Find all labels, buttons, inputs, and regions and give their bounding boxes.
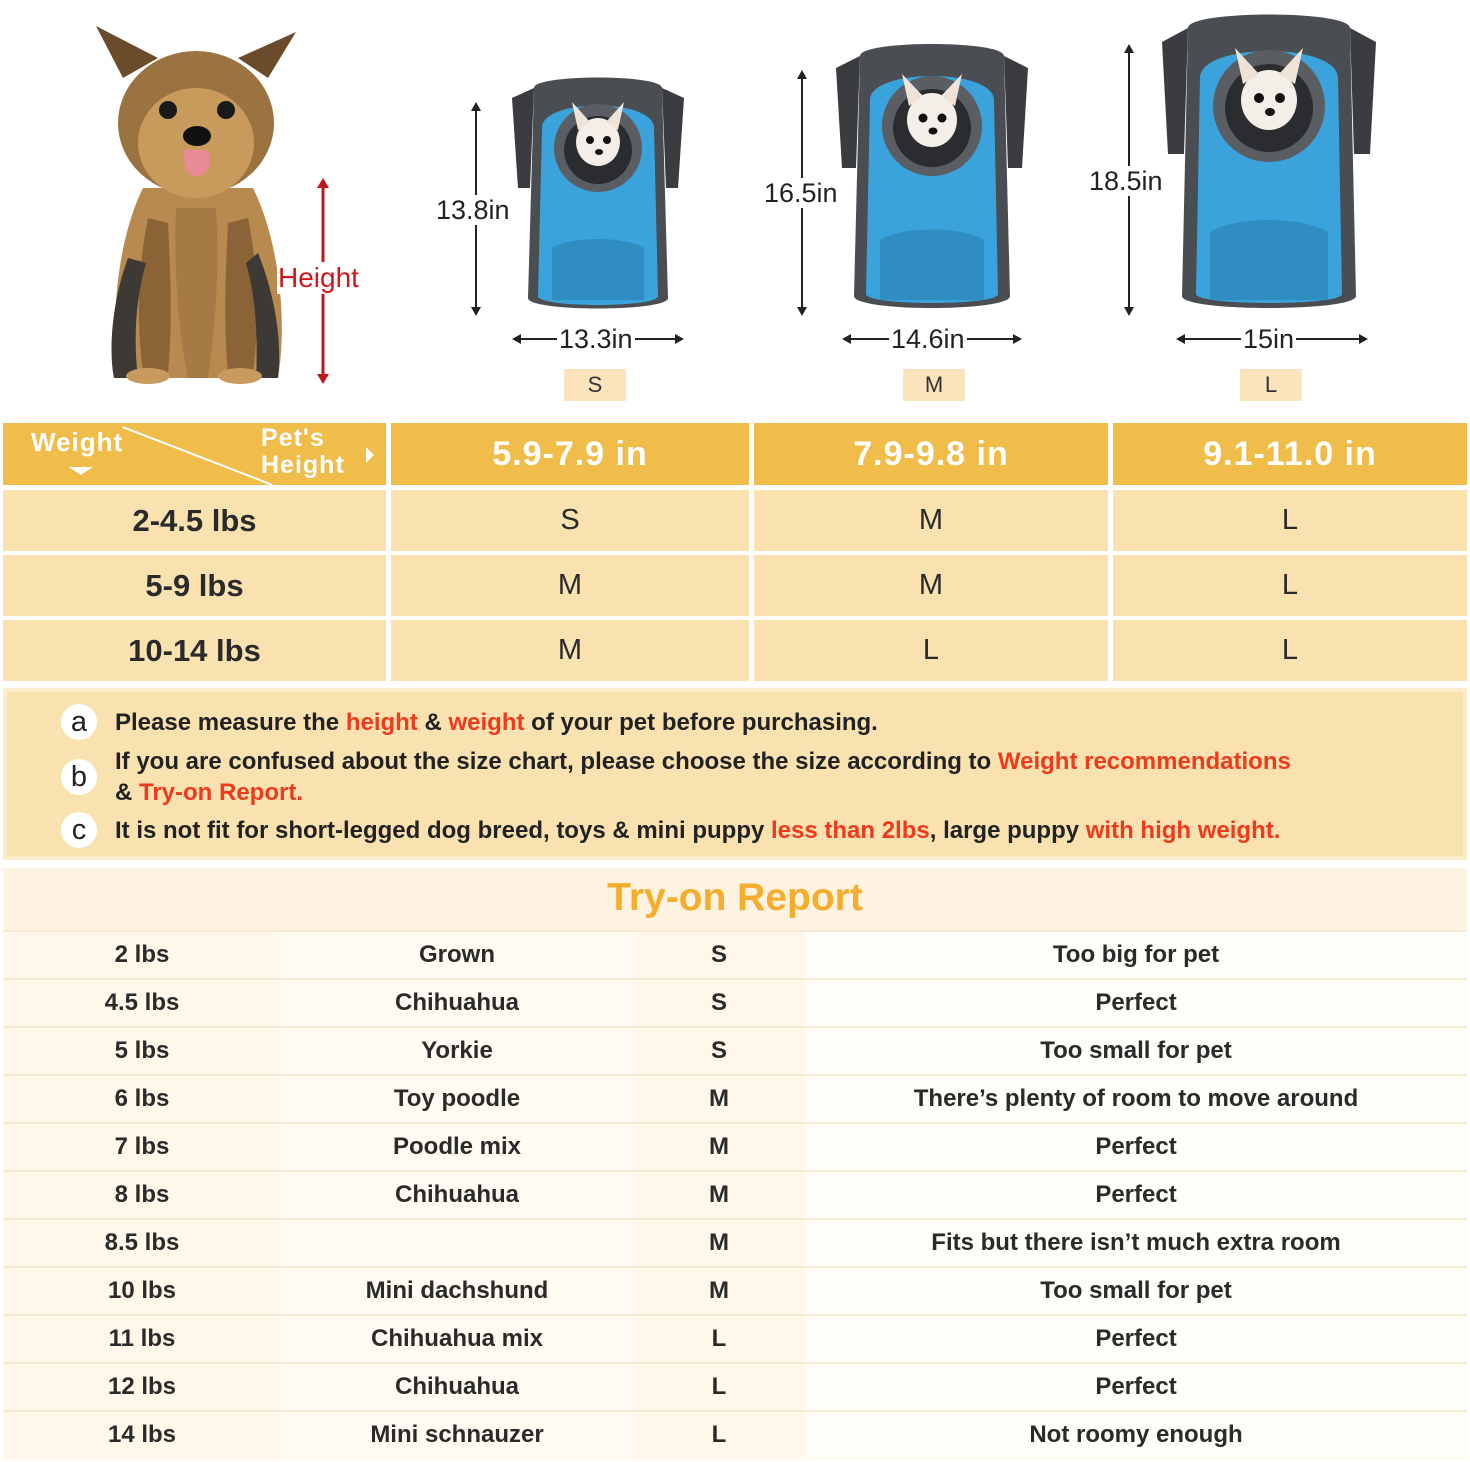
bag-m-image (836, 34, 1028, 316)
size-cell: M (754, 555, 1108, 616)
size-cell: S (391, 490, 749, 551)
report-breed-cell: Mini schnauzer (281, 1412, 633, 1458)
size-cell: M (754, 490, 1108, 551)
report-title: Try-on Report (3, 868, 1467, 930)
note-text: If you are confused about the size chart, please choose the size according to Weight recommendations & Try-on Report. (115, 748, 1291, 806)
size-cell: L (754, 620, 1108, 681)
hero-illustration (0, 0, 1470, 415)
report-weight-cell: 8 lbs (3, 1172, 281, 1218)
report-note-cell: Too big for pet (805, 932, 1467, 978)
report-size-cell: M (633, 1124, 805, 1170)
note-b (61, 746, 1415, 808)
bag-m-height: 16.5in (764, 178, 838, 208)
report-breed-cell: Poodle mix (281, 1124, 633, 1170)
report-note-cell: Perfect (805, 1364, 1467, 1410)
report-size-cell: L (633, 1412, 805, 1458)
bag-s-image (512, 68, 684, 316)
purchase-notes (3, 688, 1467, 860)
report-size-cell: S (633, 1028, 805, 1074)
report-breed-cell: Chihuahua (281, 1364, 633, 1410)
report-breed-cell: Chihuahua mix (281, 1316, 633, 1362)
report-note-cell: Too small for pet (805, 1028, 1467, 1074)
bag-m-width: 14.6in (891, 324, 965, 354)
bag-m-size-tag: M (903, 369, 965, 401)
corner-height-label: Pet's Height (261, 424, 345, 479)
report-row (3, 1122, 1467, 1170)
note-text: It is not fit for short-legged dog breed, toys & mini puppy less than 2lbs, large puppy with high weight. (115, 816, 1281, 844)
report-breed-cell: Grown (281, 932, 633, 978)
size-chart-table (3, 423, 1467, 683)
report-breed-cell: Chihuahua (281, 1172, 633, 1218)
note-badge: b (61, 759, 97, 795)
report-weight-cell: 7 lbs (3, 1124, 281, 1170)
report-size-cell: M (633, 1172, 805, 1218)
report-row (3, 1362, 1467, 1410)
report-breed-cell (281, 1220, 633, 1266)
report-note-cell: Perfect (805, 1316, 1467, 1362)
report-note-cell: Perfect (805, 1124, 1467, 1170)
size-cell: M (391, 555, 749, 616)
report-breed-cell: Toy poodle (281, 1076, 633, 1122)
size-cell: L (1113, 620, 1467, 681)
report-row (3, 978, 1467, 1026)
column-header: 7.9-9.8 in (754, 423, 1108, 485)
report-row (3, 1218, 1467, 1266)
bag-s-width: 13.3in (559, 324, 633, 354)
bag-l-width: 15in (1243, 324, 1295, 354)
size-cell: L (1113, 555, 1467, 616)
report-row (3, 1170, 1467, 1218)
report-breed-cell: Yorkie (281, 1028, 633, 1074)
report-breed-cell: Chihuahua (281, 980, 633, 1026)
report-weight-cell: 5 lbs (3, 1028, 281, 1074)
report-note-cell: Perfect (805, 1172, 1467, 1218)
report-size-cell: S (633, 932, 805, 978)
note-badge: a (61, 704, 97, 740)
report-size-cell: L (633, 1316, 805, 1362)
note-text: Please measure the height & weight of your pet before purchasing. (115, 708, 878, 736)
weight-row-header: 5-9 lbs (3, 555, 386, 616)
report-weight-cell: 12 lbs (3, 1364, 281, 1410)
report-row (3, 1266, 1467, 1314)
report-note-cell: Fits but there isn’t much extra room (805, 1220, 1467, 1266)
report-row (3, 1410, 1467, 1458)
size-cell: M (391, 620, 749, 681)
weight-row-header: 2-4.5 lbs (3, 490, 386, 551)
bag-s-size-tag: S (564, 369, 626, 401)
column-header: 9.1-11.0 in (1113, 423, 1467, 485)
pet-height-label: Height (278, 262, 359, 293)
yorkie-dog-image (88, 18, 308, 386)
report-weight-cell: 14 lbs (3, 1412, 281, 1458)
corner-header-cell (3, 423, 386, 485)
report-note-cell: There’s plenty of room to move around (805, 1076, 1467, 1122)
size-cell: L (1113, 490, 1467, 551)
report-size-cell: M (633, 1076, 805, 1122)
column-header: 5.9-7.9 in (391, 423, 749, 485)
report-weight-cell: 11 lbs (3, 1316, 281, 1362)
report-row (3, 1026, 1467, 1074)
bag-l-height: 18.5in (1089, 166, 1163, 196)
corner-weight-label: Weight (31, 427, 124, 457)
report-weight-cell: 6 lbs (3, 1076, 281, 1122)
note-badge: c (61, 812, 97, 848)
bag-l-size-tag: L (1240, 369, 1302, 401)
report-weight-cell: 10 lbs (3, 1268, 281, 1314)
report-size-cell: S (633, 980, 805, 1026)
bag-l-image (1162, 4, 1376, 316)
report-size-cell: L (633, 1364, 805, 1410)
report-size-cell: M (633, 1268, 805, 1314)
report-row (3, 1314, 1467, 1362)
report-row (3, 1074, 1467, 1122)
report-weight-cell: 4.5 lbs (3, 980, 281, 1026)
weight-row-header: 10-14 lbs (3, 620, 386, 681)
note-c (61, 812, 1280, 848)
report-weight-cell: 2 lbs (3, 932, 281, 978)
report-size-cell: M (633, 1220, 805, 1266)
bag-s-height: 13.8in (436, 195, 510, 225)
report-weight-cell: 8.5 lbs (3, 1220, 281, 1266)
report-note-cell: Too small for pet (805, 1268, 1467, 1314)
report-note-cell: Perfect (805, 980, 1467, 1026)
report-breed-cell: Mini dachshund (281, 1268, 633, 1314)
try-on-report (3, 868, 1467, 1460)
report-note-cell: Not roomy enough (805, 1412, 1467, 1458)
report-row (3, 930, 1467, 978)
note-a (61, 704, 878, 740)
